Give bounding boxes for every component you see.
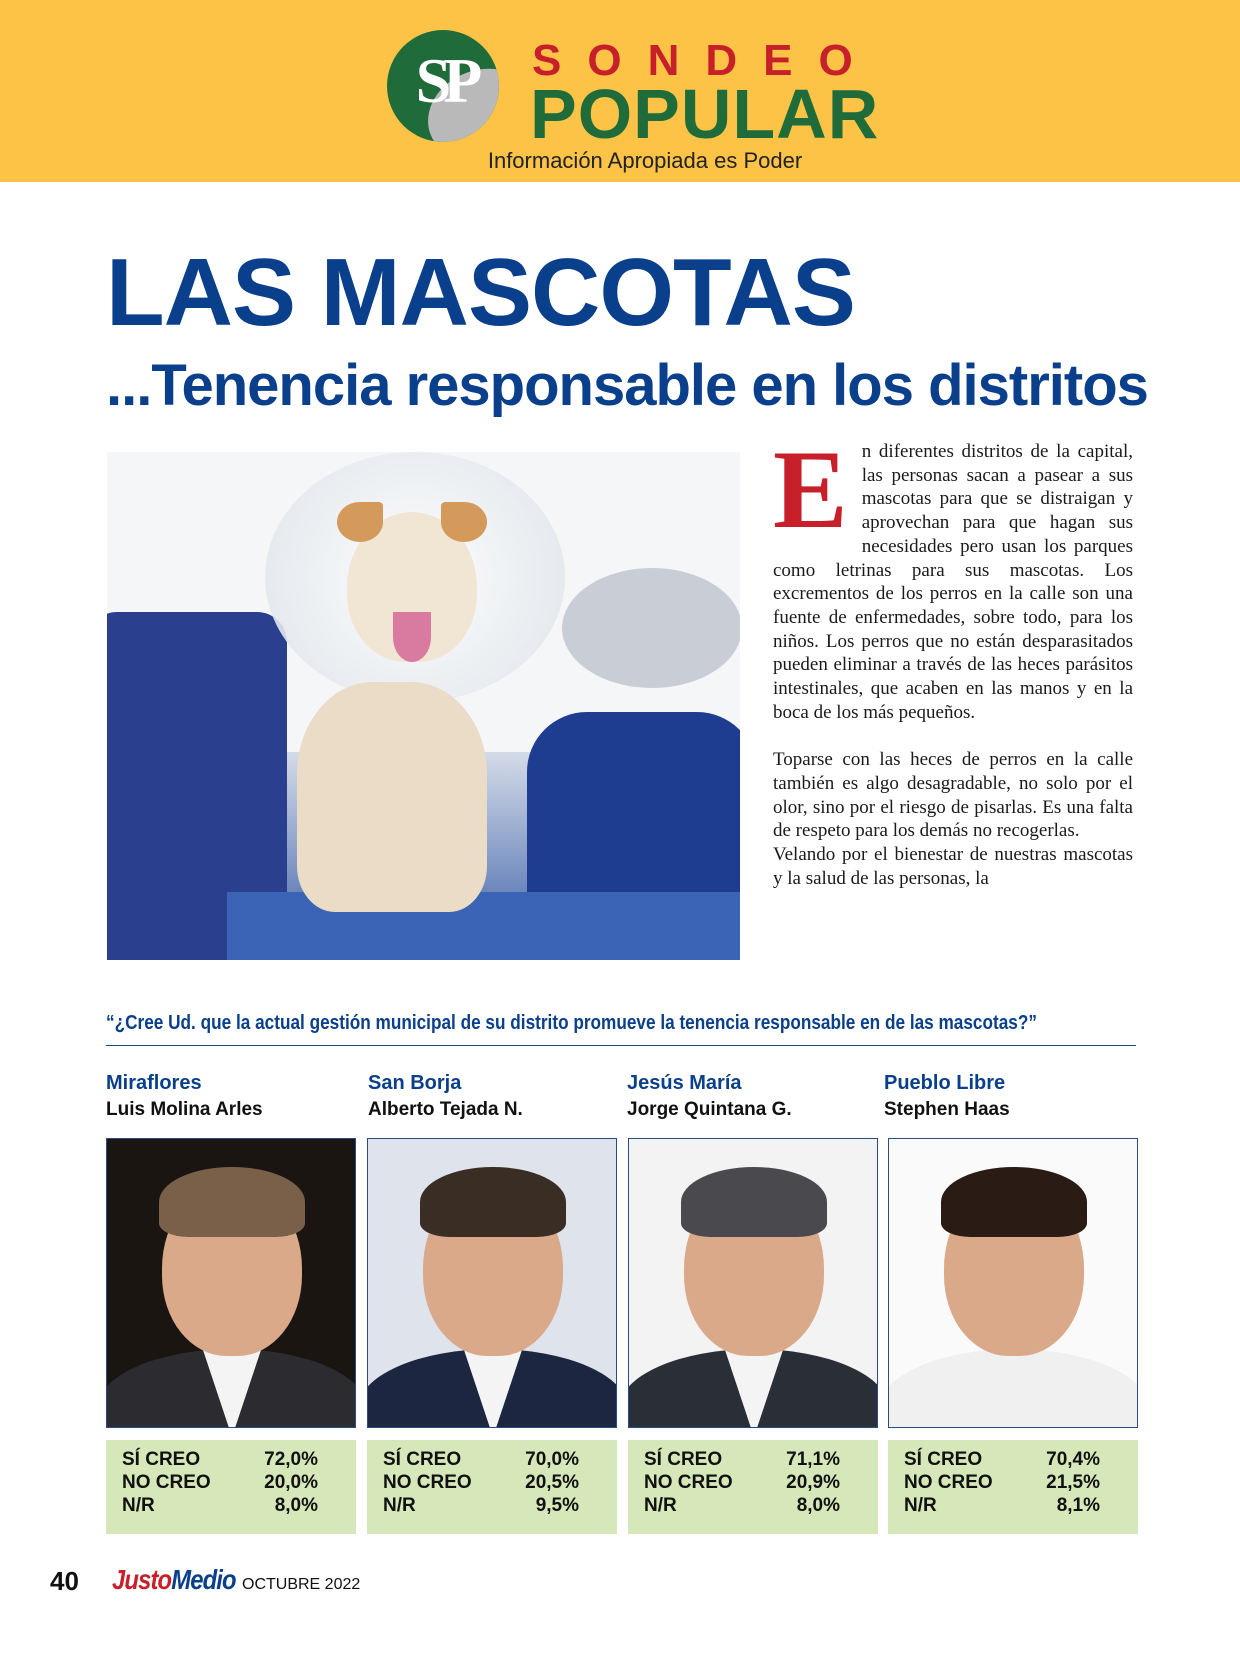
portrait-shirt-white bbox=[888, 1349, 1138, 1428]
stat-row-nr: N/R 8,0% bbox=[644, 1495, 840, 1516]
paragraph-2: Toparse con las heces de perros en la calle también es algo desagradable, no solo por el olor, sino por el riesgo de pisarlas. Es una falta de respeto para los demás no recogerlas. bbox=[773, 749, 1133, 842]
portrait-hair bbox=[941, 1167, 1087, 1237]
photo-surgical-cap bbox=[562, 568, 740, 688]
mayor-name: Jorge Quintana G. bbox=[627, 1099, 792, 1120]
stat-yes-value: 72,0% bbox=[264, 1449, 318, 1470]
district-header-miraflores bbox=[106, 1072, 356, 1121]
stat-nr-value: 8,0% bbox=[274, 1495, 318, 1516]
stat-row-no: NO CREO 21,5% bbox=[904, 1472, 1100, 1493]
article-subtitle: ...Tenencia responsable en los distritos bbox=[106, 353, 1148, 418]
issue-date: OCTUBRE 2022 bbox=[242, 1576, 361, 1593]
mayor-portrait-pueblo-libre bbox=[888, 1138, 1138, 1428]
mayor-name: Luis Molina Arles bbox=[106, 1099, 263, 1120]
photo-dog-tongue bbox=[393, 612, 431, 662]
stat-row-yes: SÍ CREO 72,0% bbox=[122, 1449, 318, 1470]
mayor-name: Alberto Tejada N. bbox=[368, 1099, 523, 1120]
photo-dog-ear-left bbox=[337, 502, 383, 542]
stat-no-value: 20,0% bbox=[264, 1472, 318, 1493]
mayor-name: Stephen Haas bbox=[884, 1099, 1010, 1120]
dog-vet-photo bbox=[107, 452, 740, 960]
mayor-portrait-miraflores bbox=[106, 1138, 356, 1428]
district-header-jesus-maria bbox=[627, 1072, 877, 1121]
stat-nr-value: 8,0% bbox=[796, 1495, 840, 1516]
stat-yes-value: 70,0% bbox=[525, 1449, 579, 1470]
stat-no-value: 20,9% bbox=[786, 1472, 840, 1493]
stat-row-yes: SÍ CREO 70,0% bbox=[383, 1449, 579, 1470]
logo-letters: SP bbox=[415, 45, 475, 116]
photo-dog-ear-right bbox=[441, 502, 487, 542]
stat-row-no: NO CREO 20,9% bbox=[644, 1472, 840, 1493]
stat-yes-value: 71,1% bbox=[786, 1449, 840, 1470]
stat-row-yes: SÍ CREO 71,1% bbox=[644, 1449, 840, 1470]
stat-yes-value: 70,4% bbox=[1046, 1449, 1100, 1470]
article-title: LAS MASCOTAS bbox=[106, 239, 855, 346]
district-name: Miraflores bbox=[106, 1072, 202, 1094]
results-pueblo-libre bbox=[888, 1440, 1138, 1534]
sondeo-popular-logo bbox=[387, 30, 499, 142]
tagline: Información Apropiada es Poder bbox=[487, 148, 803, 173]
mayor-portrait-jesus-maria bbox=[628, 1138, 878, 1428]
stat-nr-value: 9,5% bbox=[535, 1495, 579, 1516]
portrait-hair bbox=[681, 1167, 827, 1237]
header-band bbox=[0, 0, 1240, 182]
stat-row-yes: SÍ CREO 70,4% bbox=[904, 1449, 1100, 1470]
article-body bbox=[773, 428, 1133, 890]
results-miraflores bbox=[106, 1440, 356, 1534]
district-header-pueblo-libre bbox=[884, 1072, 1134, 1121]
results-jesus-maria bbox=[628, 1440, 878, 1534]
paragraph-1: n diferentes distritos de la capital, las personas sacan a pasear a sus mascotas para que se distraigan y aprovechan para que hagan sus necesidades pero usan los parques como letrinas para sus mascotas. Los excrementos de los perros en la calle son una fuente de enfermedades, sobre todo, para los niños. Los perros que no están desparasitados pueden eliminar a través de las heces parásitos intestinales, que acaben en las manos y en la boca de los más pequeños. bbox=[773, 441, 1133, 723]
stat-row-nr: N/R 9,5% bbox=[383, 1495, 579, 1516]
stat-no-value: 20,5% bbox=[525, 1472, 579, 1493]
stat-nr-value: 8,1% bbox=[1056, 1495, 1100, 1516]
brand-popular: POPULAR bbox=[530, 75, 880, 153]
brand-justo: Justo bbox=[112, 1564, 172, 1595]
results-san-borja bbox=[367, 1440, 617, 1534]
district-name: Pueblo Libre bbox=[884, 1072, 1006, 1094]
survey-question: “¿Cree Ud. que la actual gestión municipal de su distrito promueve la tenencia responsable en de las mascotas?” bbox=[106, 1012, 1037, 1034]
portrait-hair bbox=[159, 1167, 305, 1237]
photo-exam-table bbox=[227, 892, 740, 960]
question-divider bbox=[106, 1045, 1136, 1046]
stat-row-nr: N/R 8,1% bbox=[904, 1495, 1100, 1516]
page-number: 40 bbox=[50, 1566, 79, 1596]
stat-no-value: 21,5% bbox=[1046, 1472, 1100, 1493]
stat-row-no: NO CREO 20,5% bbox=[383, 1472, 579, 1493]
district-name: San Borja bbox=[368, 1072, 462, 1094]
paragraph-3: Velando por el bienestar de nuestras mascotas y la salud de las personas, la bbox=[773, 843, 1133, 889]
justomedio-logo bbox=[112, 1564, 236, 1596]
portrait-hair bbox=[420, 1167, 566, 1237]
district-header-san-borja bbox=[368, 1072, 618, 1121]
brand-medio: Medio bbox=[171, 1564, 236, 1595]
brand-sondeo: SONDEO bbox=[532, 36, 879, 85]
mayor-portrait-san-borja bbox=[367, 1138, 617, 1428]
drop-cap: E bbox=[773, 428, 848, 552]
stat-row-no: NO CREO 20,0% bbox=[122, 1472, 318, 1493]
photo-dog-body bbox=[297, 682, 487, 912]
stat-row-nr: N/R 8,0% bbox=[122, 1495, 318, 1516]
district-name: Jesús María bbox=[627, 1072, 742, 1094]
